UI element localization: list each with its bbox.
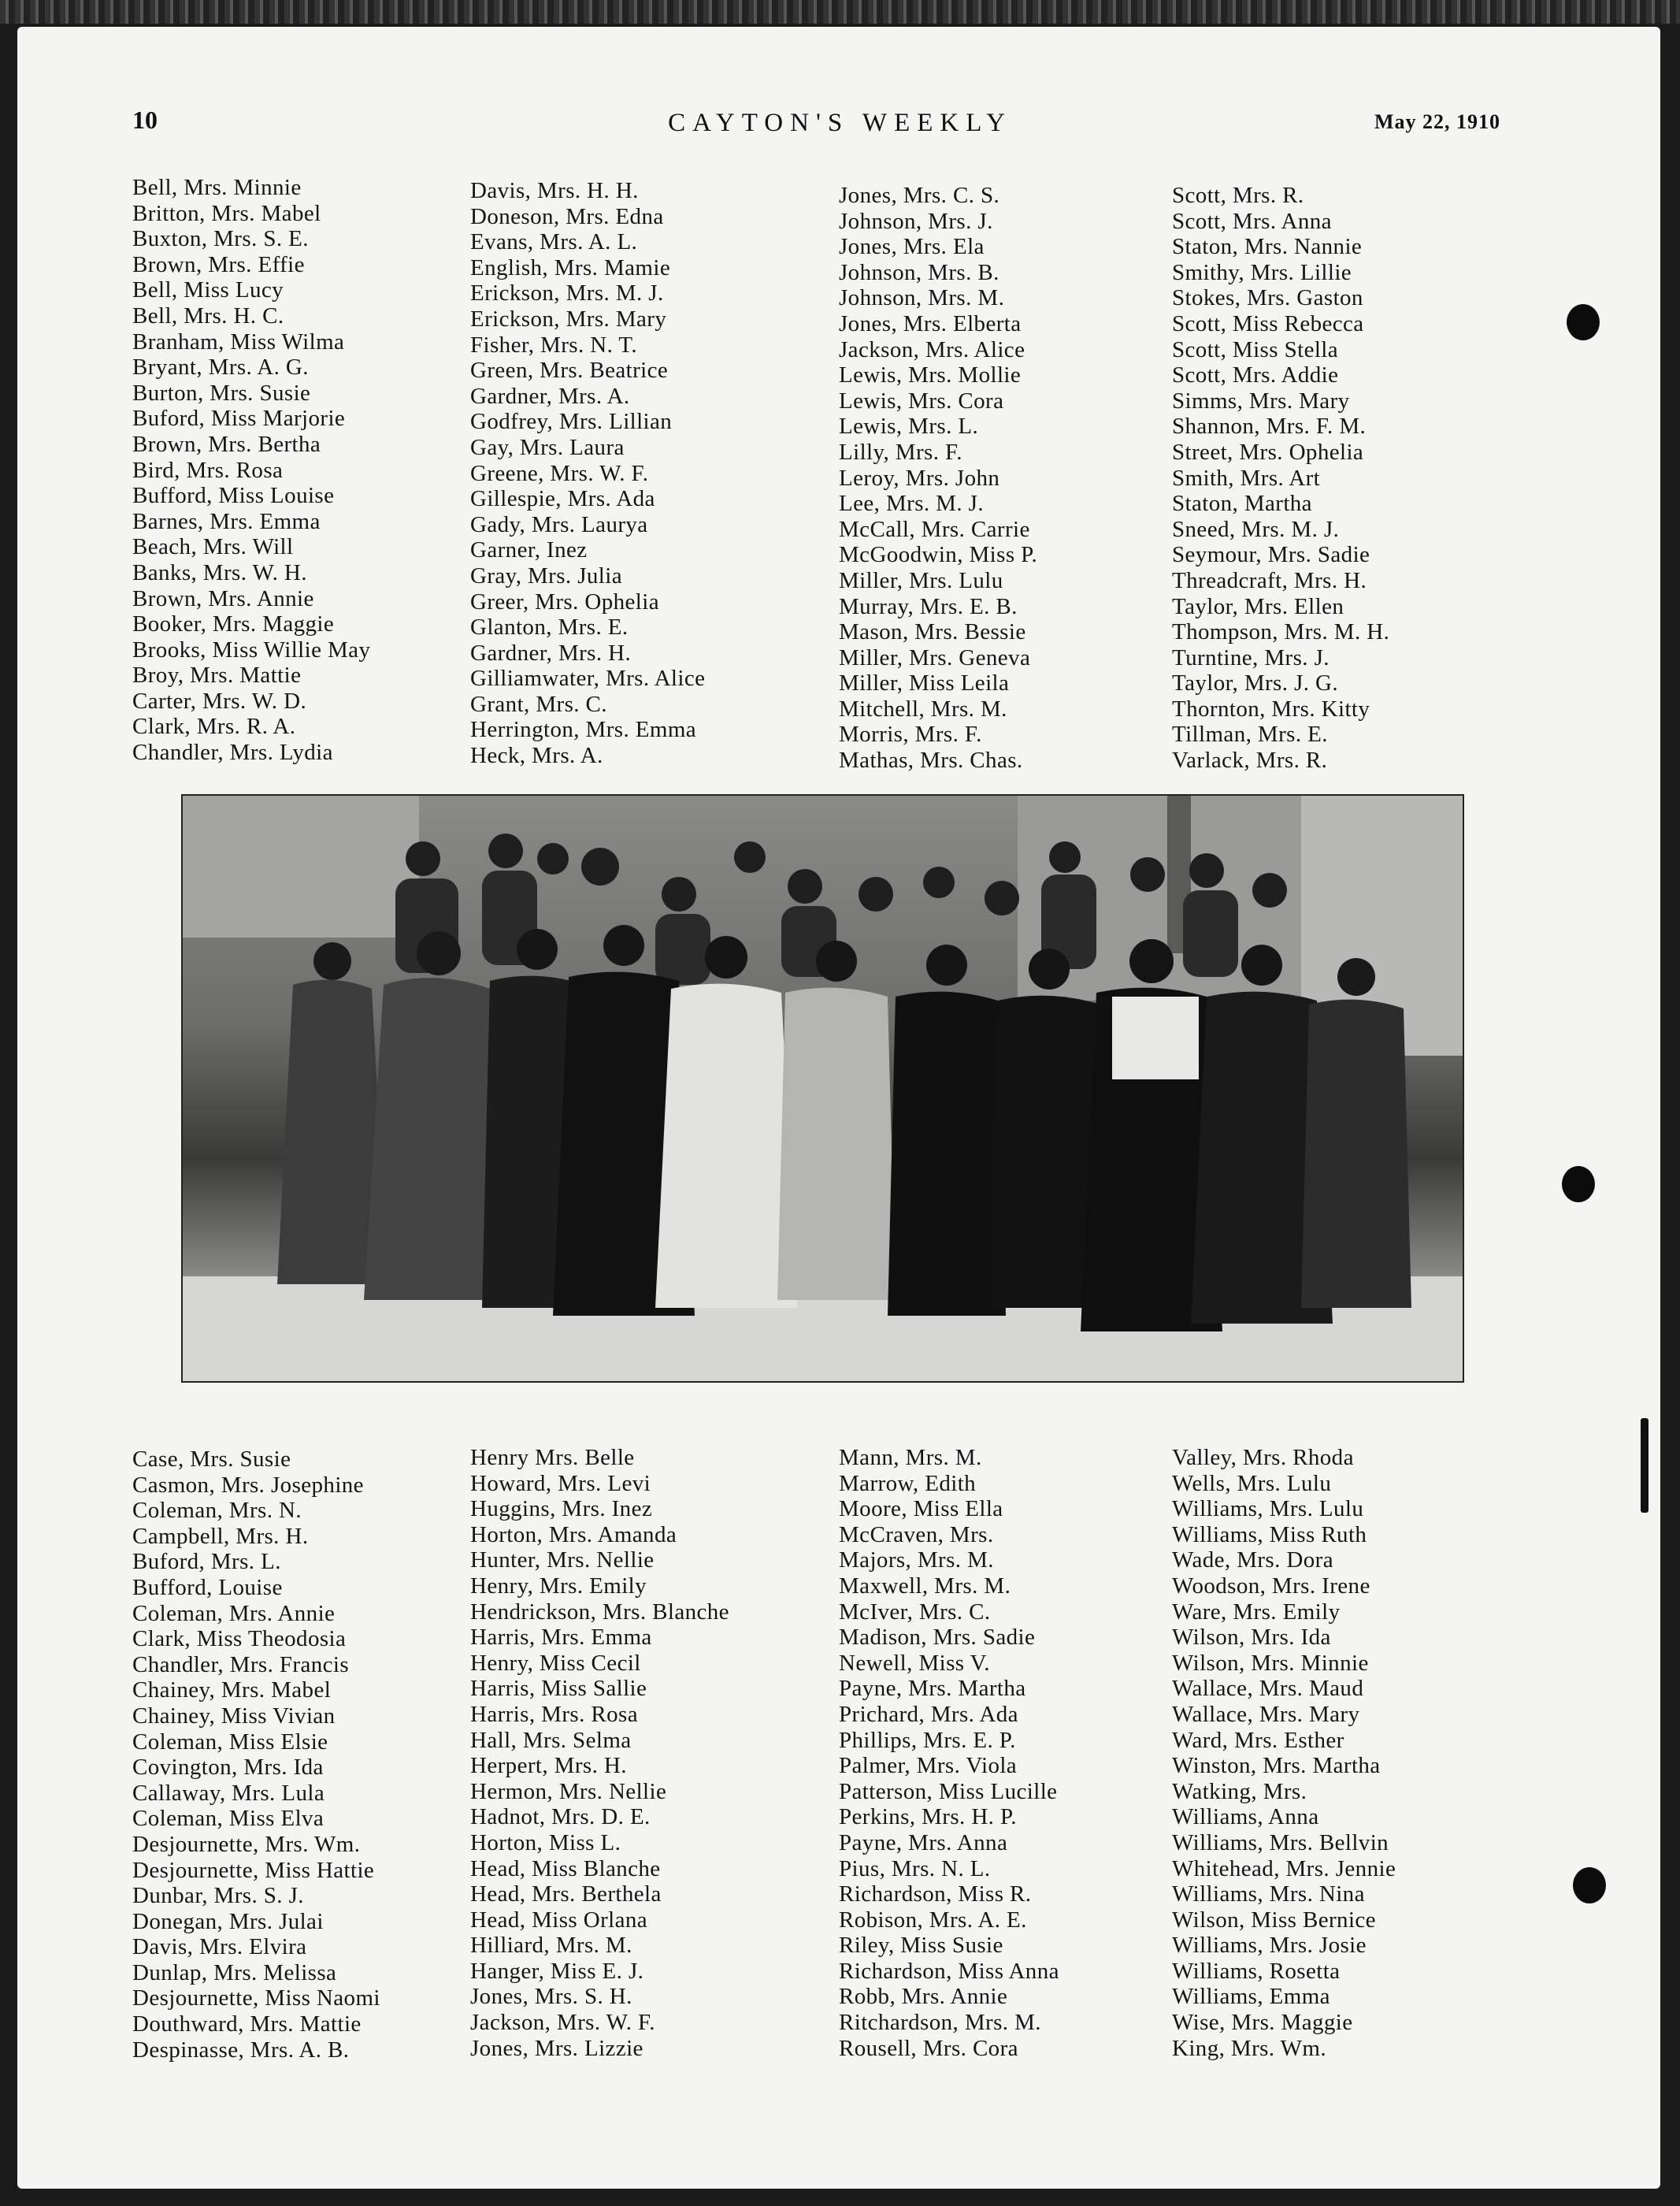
name-entry: Robb, Mrs. Annie — [839, 1984, 1008, 2010]
name-entry: Buxton, Mrs. S. E. — [132, 226, 309, 252]
name-entry: Branham, Miss Wilma — [132, 329, 345, 355]
name-entry: Varlack, Mrs. R. — [1172, 748, 1328, 774]
name-entry: Johnson, Mrs. B. — [839, 259, 999, 285]
name-entry: Mann, Mrs. M. — [839, 1445, 982, 1470]
name-entry: Desjournette, Miss Hattie — [132, 1857, 375, 1883]
name-entry: Gillespie, Mrs. Ada — [470, 486, 655, 512]
name-entry: Majors, Mrs. M. — [839, 1547, 994, 1573]
name-entry: Evans, Mrs. A. L. — [470, 229, 638, 255]
name-entry: Tillman, Mrs. E. — [1172, 722, 1328, 748]
name-entry: Brown, Mrs. Effie — [132, 251, 305, 277]
name-entry: Whitehead, Mrs. Jennie — [1172, 1855, 1396, 1881]
name-entry: Doneson, Mrs. Edna — [470, 203, 664, 229]
name-entry: Head, Mrs. Berthela — [470, 1881, 662, 1907]
name-entry: Howard, Mrs. Levi — [470, 1470, 651, 1496]
name-entry: Coleman, Mrs. N. — [132, 1498, 302, 1524]
name-entry: Richardson, Miss Anna — [839, 1958, 1059, 1984]
name-entry: Mathas, Mrs. Chas. — [839, 748, 1023, 774]
name-entry: Williams, Mrs. Josie — [1172, 1933, 1367, 1959]
name-entry: Lewis, Mrs. Cora — [839, 388, 1004, 414]
name-entry: Scott, Mrs. Anna — [1172, 208, 1332, 234]
name-entry: Chandler, Mrs. Francis — [132, 1651, 350, 1677]
name-entry: Horton, Mrs. Amanda — [470, 1521, 677, 1547]
name-entry: Johnson, Mrs. J. — [839, 208, 993, 234]
name-entry: Head, Miss Orlana — [470, 1907, 648, 1933]
name-entry: Wallace, Mrs. Maud — [1172, 1676, 1364, 1702]
name-entry: Richardson, Miss R. — [839, 1881, 1032, 1907]
name-entry: Douthward, Mrs. Mattie — [132, 2011, 362, 2037]
name-entry: Taylor, Mrs. J. G. — [1172, 670, 1339, 696]
name-entry: Thornton, Mrs. Kitty — [1172, 696, 1370, 722]
name-entry: Harris, Mrs. Rosa — [470, 1701, 639, 1727]
name-entry: Gay, Mrs. Laura — [470, 434, 625, 460]
name-entry: McGoodwin, Miss P. — [839, 542, 1038, 568]
name-entry: Garner, Inez — [470, 537, 588, 563]
name-entry: Bell, Mrs. Minnie — [132, 175, 302, 200]
name-entry: Brown, Mrs. Annie — [132, 585, 314, 611]
name-entry: Morris, Mrs. F. — [839, 722, 982, 748]
name-entry: McIver, Mrs. C. — [839, 1599, 991, 1625]
name-entry: Henry, Miss Cecil — [470, 1650, 641, 1676]
name-entry: Woodson, Mrs. Irene — [1172, 1573, 1370, 1599]
name-entry: Brown, Mrs. Bertha — [132, 431, 321, 457]
name-entry: Smith, Mrs. Art — [1172, 465, 1321, 491]
name-entry: Greer, Mrs. Ophelia — [470, 589, 659, 615]
name-entry: Despinasse, Mrs. A. B. — [132, 2037, 350, 2063]
name-entry: Bryant, Mrs. A. G. — [132, 355, 309, 381]
name-entry: Ritchardson, Mrs. M. — [839, 2010, 1041, 2036]
name-list-top-4 — [1172, 183, 1389, 774]
name-entry: Lilly, Mrs. F. — [839, 439, 962, 465]
name-entry: Gardner, Mrs. H. — [470, 640, 632, 666]
name-entry: Henry, Mrs. Emily — [470, 1573, 647, 1599]
name-entry: Scott, Mrs. Addie — [1172, 362, 1339, 388]
name-entry: Scott, Miss Stella — [1172, 336, 1339, 362]
name-entry: Phillips, Mrs. E. P. — [839, 1727, 1016, 1753]
name-entry: Harris, Mrs. Emma — [470, 1625, 652, 1651]
name-entry: Jackson, Mrs. Alice — [839, 336, 1025, 362]
name-entry: Hall, Mrs. Selma — [470, 1727, 632, 1753]
name-entry: Jackson, Mrs. W. F. — [470, 2010, 655, 2036]
name-entry: Coleman, Miss Elva — [132, 1806, 325, 1832]
name-entry: Beach, Mrs. Will — [132, 534, 294, 560]
name-entry: Leroy, Mrs. John — [839, 465, 1000, 491]
name-entry: Winston, Mrs. Martha — [1172, 1753, 1381, 1779]
name-entry: Casmon, Mrs. Josephine — [132, 1472, 364, 1498]
name-entry: McCall, Mrs. Carrie — [839, 516, 1030, 542]
name-entry: Madison, Mrs. Sadie — [839, 1625, 1036, 1651]
name-entry: Hermon, Mrs. Nellie — [470, 1778, 667, 1804]
group-photo — [181, 794, 1464, 1383]
name-entry: Valley, Mrs. Rhoda — [1172, 1445, 1354, 1470]
group-photo-figures — [183, 796, 1463, 1381]
name-entry: Case, Mrs. Susie — [132, 1447, 291, 1472]
name-entry: Ware, Mrs. Emily — [1172, 1599, 1341, 1625]
name-entry: Chainey, Miss Vivian — [132, 1703, 336, 1729]
name-entry: Thompson, Mrs. M. H. — [1172, 619, 1390, 645]
name-entry: Bufford, Miss Louise — [132, 483, 335, 509]
name-entry: King, Mrs. Wm. — [1172, 2035, 1326, 2061]
name-entry: Davis, Mrs. H. H. — [470, 178, 639, 203]
name-entry: Gady, Mrs. Laurya — [470, 511, 648, 537]
name-entry: Maxwell, Mrs. M. — [839, 1573, 1011, 1599]
name-entry: Wise, Mrs. Maggie — [1172, 2010, 1353, 2036]
name-entry: Callaway, Mrs. Lula — [132, 1780, 325, 1806]
name-entry: Bell, Miss Lucy — [132, 277, 284, 303]
name-entry: Broy, Mrs. Mattie — [132, 663, 302, 689]
name-entry: Herpert, Mrs. H. — [470, 1753, 627, 1779]
name-entry: Buford, Mrs. L. — [132, 1549, 281, 1575]
name-entry: Horton, Miss L. — [470, 1829, 621, 1855]
name-entry: Wade, Mrs. Dora — [1172, 1547, 1333, 1573]
name-entry: Gray, Mrs. Julia — [470, 563, 622, 589]
name-list-top-3 — [839, 183, 1037, 774]
name-list-bottom-3 — [839, 1445, 1059, 2061]
name-entry: Glanton, Mrs. E. — [470, 615, 629, 641]
name-entry: Coleman, Mrs. Annie — [132, 1600, 336, 1626]
name-entry: Hendrickson, Mrs. Blanche — [470, 1599, 729, 1625]
name-entry: Taylor, Mrs. Ellen — [1172, 593, 1344, 619]
name-entry: Donegan, Mrs. Julai — [132, 1908, 324, 1934]
name-entry: Scott, Miss Rebecca — [1172, 310, 1364, 336]
name-entry: Huggins, Mrs. Inez — [470, 1496, 653, 1522]
scan-edge — [0, 0, 1680, 24]
name-list-bottom-4 — [1172, 1445, 1396, 2061]
name-entry: Stokes, Mrs. Gaston — [1172, 285, 1363, 311]
name-entry: Threadcraft, Mrs. H. — [1172, 567, 1367, 593]
name-entry: Johnson, Mrs. M. — [839, 285, 1005, 311]
name-entry: Payne, Mrs. Anna — [839, 1829, 1008, 1855]
name-entry: Rousell, Mrs. Cora — [839, 2035, 1018, 2061]
name-entry: Williams, Mrs. Nina — [1172, 1881, 1365, 1907]
name-entry: Pius, Mrs. N. L. — [839, 1855, 991, 1881]
name-entry: Palmer, Mrs. Viola — [839, 1753, 1018, 1779]
name-entry: Mason, Mrs. Bessie — [839, 619, 1026, 645]
name-entry: Jones, Mrs. C. S. — [839, 183, 1000, 208]
name-entry: Desjournette, Mrs. Wm. — [132, 1831, 361, 1857]
name-entry: Miller, Mrs. Lulu — [839, 567, 1003, 593]
name-entry: Patterson, Miss Lucille — [839, 1778, 1058, 1804]
name-entry: Hadnot, Mrs. D. E. — [470, 1804, 651, 1830]
name-entry: Dunlap, Mrs. Melissa — [132, 1959, 337, 1985]
issue-date: May 22, 1910 — [1374, 110, 1501, 133]
name-entry: Williams, Rosetta — [1172, 1958, 1341, 1984]
name-entry: Brooks, Miss Willie May — [132, 637, 371, 663]
name-entry: Hilliard, Mrs. M. — [470, 1933, 632, 1959]
name-entry: Street, Mrs. Ophelia — [1172, 439, 1364, 465]
name-entry: Williams, Anna — [1172, 1804, 1319, 1830]
name-entry: Burton, Mrs. Susie — [132, 380, 311, 406]
punch-hole — [1573, 1867, 1606, 1903]
name-entry: Marrow, Edith — [839, 1470, 977, 1496]
name-list-bottom-2 — [470, 1445, 729, 2061]
name-entry: Seymour, Mrs. Sadie — [1172, 542, 1370, 568]
name-entry: Lee, Mrs. M. J. — [839, 491, 985, 517]
binder-clip-mark — [1641, 1418, 1648, 1513]
name-entry: Henry Mrs. Belle — [470, 1445, 635, 1470]
name-entry: Barnes, Mrs. Emma — [132, 508, 321, 534]
name-entry: Bell, Mrs. H. C. — [132, 303, 284, 329]
name-entry: Murray, Mrs. E. B. — [839, 593, 1018, 619]
name-entry: Head, Miss Blanche — [470, 1855, 661, 1881]
name-entry: Desjournette, Miss Naomi — [132, 1985, 380, 2011]
name-entry: Davis, Mrs. Elvira — [132, 1934, 307, 1960]
name-entry: Campbell, Mrs. H. — [132, 1523, 309, 1549]
name-entry: Simms, Mrs. Mary — [1172, 388, 1350, 414]
name-entry: Clark, Miss Theodosia — [132, 1626, 347, 1652]
name-entry: Gilliamwater, Mrs. Alice — [470, 666, 706, 692]
name-entry: Greene, Mrs. W. F. — [470, 460, 649, 486]
name-entry: Watking, Mrs. — [1172, 1778, 1307, 1804]
name-entry: Williams, Miss Ruth — [1172, 1521, 1367, 1547]
name-entry: Ward, Mrs. Esther — [1172, 1727, 1344, 1753]
name-entry: Herrington, Mrs. Emma — [470, 717, 697, 743]
name-entry: Mitchell, Mrs. M. — [839, 696, 1007, 722]
name-entry: Jones, Mrs. Ela — [839, 234, 985, 260]
name-entry: Shannon, Mrs. F. M. — [1172, 414, 1367, 440]
name-entry: Staton, Mrs. Nannie — [1172, 234, 1363, 260]
name-entry: Lewis, Mrs. L. — [839, 414, 979, 440]
name-list-bottom-1 — [132, 1447, 380, 2063]
name-entry: Bird, Mrs. Rosa — [132, 457, 284, 483]
name-entry: Jones, Mrs. Elberta — [839, 310, 1022, 336]
name-entry: English, Mrs. Mamie — [470, 254, 671, 280]
name-entry: Wells, Mrs. Lulu — [1172, 1470, 1332, 1496]
name-entry: Harris, Miss Sallie — [470, 1676, 647, 1702]
name-entry: Jones, Mrs. S. H. — [470, 1984, 632, 2010]
name-entry: Heck, Mrs. A. — [470, 743, 603, 769]
name-list-top-2 — [470, 178, 705, 769]
name-entry: Britton, Mrs. Mabel — [132, 200, 321, 226]
name-entry: Moore, Miss Ella — [839, 1496, 1003, 1522]
name-entry: Scott, Mrs. R. — [1172, 183, 1304, 208]
name-entry: Hanger, Miss E. J. — [470, 1958, 644, 1984]
name-entry: Buford, Miss Marjorie — [132, 406, 346, 432]
name-entry: Sneed, Mrs. M. J. — [1172, 516, 1340, 542]
name-list-top-1 — [132, 175, 370, 766]
name-entry: Hunter, Mrs. Nellie — [470, 1547, 655, 1573]
name-entry: Turntine, Mrs. J. — [1172, 644, 1330, 670]
name-entry: Miller, Miss Leila — [839, 670, 1010, 696]
name-entry: Fisher, Mrs. N. T. — [470, 332, 637, 358]
name-entry: Payne, Mrs. Martha — [839, 1676, 1026, 1702]
punch-hole — [1567, 304, 1600, 340]
name-entry: Robison, Mrs. A. E. — [839, 1907, 1027, 1933]
name-entry: Green, Mrs. Beatrice — [470, 358, 669, 384]
punch-hole — [1562, 1166, 1595, 1202]
name-entry: Chandler, Mrs. Lydia — [132, 740, 333, 766]
page-number: 10 — [132, 106, 158, 134]
name-entry: Perkins, Mrs. H. P. — [839, 1804, 1017, 1830]
name-entry: Dunbar, Mrs. S. J. — [132, 1883, 304, 1909]
name-entry: Gardner, Mrs. A. — [470, 383, 630, 409]
name-entry: Riley, Miss Susie — [839, 1933, 1003, 1959]
name-entry: Covington, Mrs. Ida — [132, 1755, 324, 1781]
name-entry: Williams, Emma — [1172, 1984, 1330, 2010]
name-entry: Godfrey, Mrs. Lillian — [470, 409, 673, 435]
name-entry: McCraven, Mrs. — [839, 1521, 994, 1547]
name-entry: Banks, Mrs. W. H. — [132, 559, 307, 585]
name-entry: Bufford, Louise — [132, 1574, 283, 1600]
masthead: CAYTON'S WEEKLY — [668, 109, 1012, 137]
name-entry: Staton, Martha — [1172, 491, 1312, 517]
name-entry: Wilson, Mrs. Ida — [1172, 1625, 1331, 1651]
name-entry: Booker, Mrs. Maggie — [132, 611, 335, 637]
name-entry: Williams, Mrs. Lulu — [1172, 1496, 1364, 1522]
name-entry: Wilson, Miss Bernice — [1172, 1907, 1376, 1933]
name-entry: Grant, Mrs. C. — [470, 691, 607, 717]
name-entry: Coleman, Miss Elsie — [132, 1729, 328, 1755]
name-entry: Chainey, Mrs. Mabel — [132, 1677, 332, 1703]
name-entry: Wilson, Mrs. Minnie — [1172, 1650, 1369, 1676]
name-entry: Williams, Mrs. Bellvin — [1172, 1829, 1389, 1855]
name-entry: Lewis, Mrs. Mollie — [839, 362, 1022, 388]
name-entry: Prichard, Mrs. Ada — [839, 1701, 1018, 1727]
name-entry: Jones, Mrs. Lizzie — [470, 2035, 643, 2061]
name-entry: Erickson, Mrs. M. J. — [470, 280, 664, 306]
name-entry: Clark, Mrs. R. A. — [132, 714, 296, 740]
name-entry: Wallace, Mrs. Mary — [1172, 1701, 1360, 1727]
name-entry: Erickson, Mrs. Mary — [470, 306, 667, 332]
name-entry: Newell, Miss V. — [839, 1650, 990, 1676]
name-entry: Miller, Mrs. Geneva — [839, 644, 1031, 670]
name-entry: Smithy, Mrs. Lillie — [1172, 259, 1352, 285]
name-entry: Carter, Mrs. W. D. — [132, 688, 307, 714]
